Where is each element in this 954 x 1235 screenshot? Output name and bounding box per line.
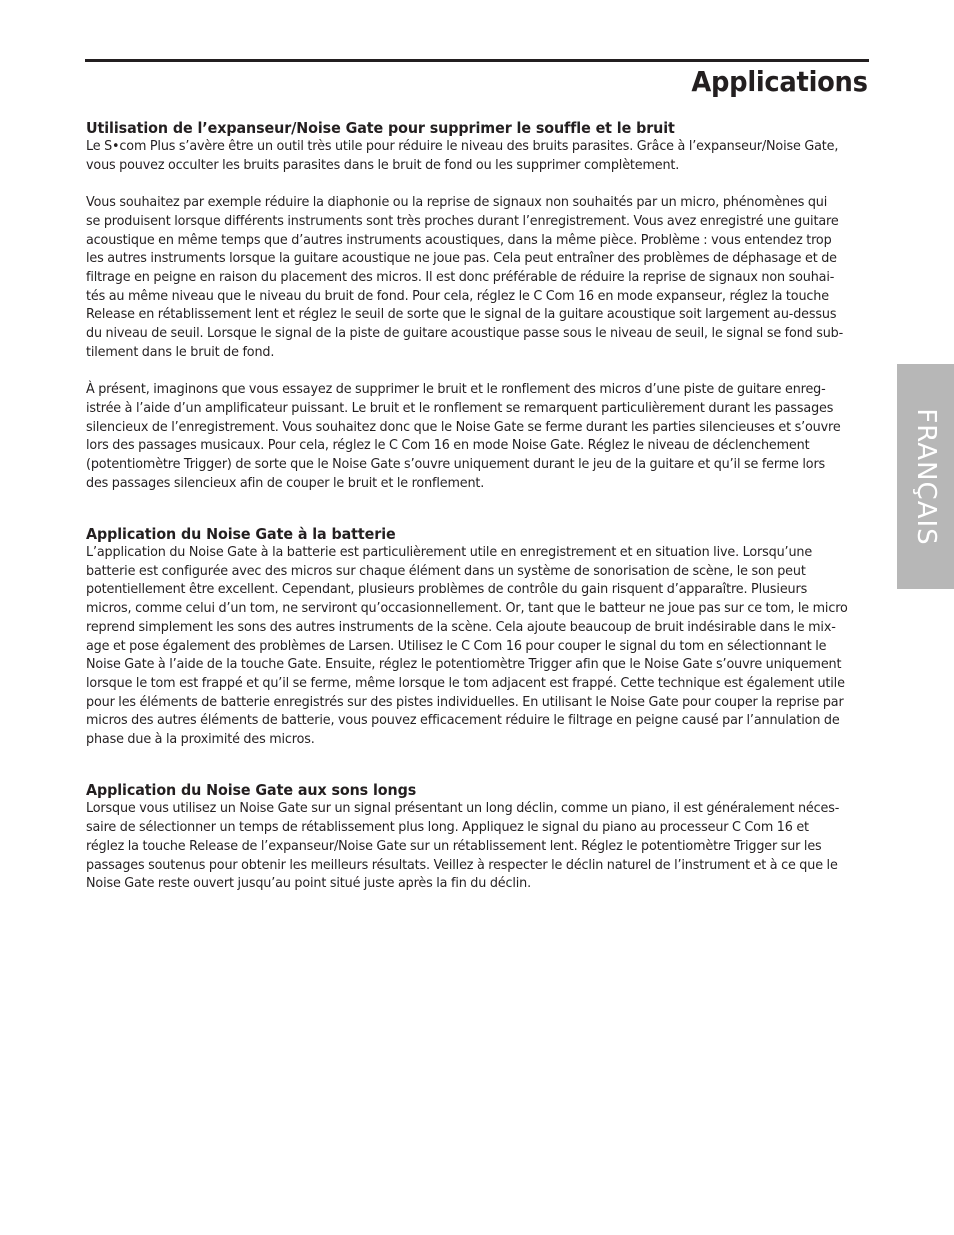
language-tab-label: FRANÇAIS: [910, 407, 941, 546]
main-content: [86, 118, 869, 913]
section-expander-noise-gate: [86, 118, 869, 493]
paragraph: L’application du Noise Gate à la batterie est particulièrement utile en enregistrement et en situation live. Lorsqu’une batterie est configurée avec des micros sur chaque élément dans un système de sonorisation de scène, le son peut potentiellement être excellent. Cependant, plusieurs problèmes de contrôle du gain risquent d’apparaître. Plusieurs micros, comme celui d’un tom, ne serviront qu’occasionnellement. Or, tant que le batteur ne joue pas sur ce tom, le micro reprend simplement les sons des autres instruments de la scène. Cela ajoute beaucoup de bruit indésirable dans le mix- age et pose également des problèmes de Larsen. Utilisez le C Com 16 pour couper le signal du tom en sélectionnant le Noise Gate à l’aide de la touche Gate. Ensuite, réglez le potentiomètre Trigger afin que le Noise Gate s’ouvre uniquement lorsque le tom est frappé et qu’il se ferme, même lorsque le tom adjacent est frappé. Cette technique est également utile pour les éléments de batterie enregistrés sur des pistes individuelles. En utilisant le Noise Gate pour couper la reprise par micros des autres éléments de batterie, vous pouvez efficacement réduire le filtrage en peigne causé par l’annulation de phase due à la proximité des micros.: [86, 545, 848, 748]
paragraph: À présent, imaginons que vous essayez de supprimer le bruit et le ronflement des micros d’une piste de guitare enreg- istrée à l’aide d’un amplificateur puissant. Le bruit et le ronflement se remarquent particulièrement durant les passages silencieux de l’enregistrement. Vous souhaitez donc que le Noise Gate se ferme durant les parties silencieuses et s’ouvre lors des passages musicaux. Pour cela, réglez le C Com 16 en mode Noise Gate. Réglez le niveau de déclenchement (potentiomètre Trigger) de sorte que le Noise Gate s’ouvre uniquement durant le jeu de la guitare et qu’il se ferme lors des passages silencieux afin de couper le bruit et le ronflement.: [86, 382, 841, 491]
paragraph: Le S•com Plus s’avère être un outil très utile pour réduire le niveau des bruits parasites. Grâce à l’expanseur/Noise Gate, vous pouvez occulter les bruits parasites dans le bruit de fond ou les supprimer complètement.: [86, 139, 839, 173]
section-heading: Application du Noise Gate à la batterie: [86, 525, 396, 544]
section-heading: Application du Noise Gate aux sons longs: [86, 781, 417, 800]
section-long-sounds-noise-gate: [86, 780, 869, 894]
section-drums-noise-gate: [86, 524, 869, 750]
paragraph: Lorsque vous utilisez un Noise Gate sur un signal présentant un long déclin, comme un piano, il est généralement néces- saire de sélectionner un temps de rétablissement plus long. Appliquez le signal du piano au processeur C Com 16 et réglez la touche Release de l’expanseur/Noise Gate sur un rétablissement lent. Réglez le potentiomètre Trigger sur les passages soutenus pour obtenir les meilleurs résultats. Veillez à respecter le déclin naturel de l’instrument et à ce que le Noise Gate reste ouvert jusqu’au point situé juste après la fin du déclin.: [86, 801, 840, 892]
page-title: Applications: [691, 65, 868, 98]
section-heading: Utilisation de l’expanseur/Noise Gate pour supprimer le souffle et le bruit: [86, 119, 675, 137]
language-tab: [897, 364, 954, 589]
paragraph: Vous souhaitez par exemple réduire la diaphonie ou la reprise de signaux non souhaités par un micro, phénomènes qui se produisent lorsque différents instruments sont très proches durant l’enregistrement. Vous avez enregistré une guitare acoustique en même temps que d’autres instruments acoustiques, dans la même pièce. Problème : vous entendez trop les autres instruments lorsque la guitare acoustique ne joue pas. Cela peut entraîner des problèmes de déphasage et de filtrage en peigne en raison du placement des micros. Il est donc préférable de réduire la reprise de signaux non souhai- tés au même niveau que le niveau du bruit de fond. Pour cela, réglez le C Com 16 en mode expanseur, réglez la touche Release en rétablissement lent et réglez le seuil de sorte que le signal de la guitare acoustique soit largement au-dessus du niveau de seuil. Lorsque le signal de la piste de guitare acoustique passe sous le niveau de seuil, le signal se fond sub- tilement dans le bruit de fond.: [86, 195, 844, 360]
